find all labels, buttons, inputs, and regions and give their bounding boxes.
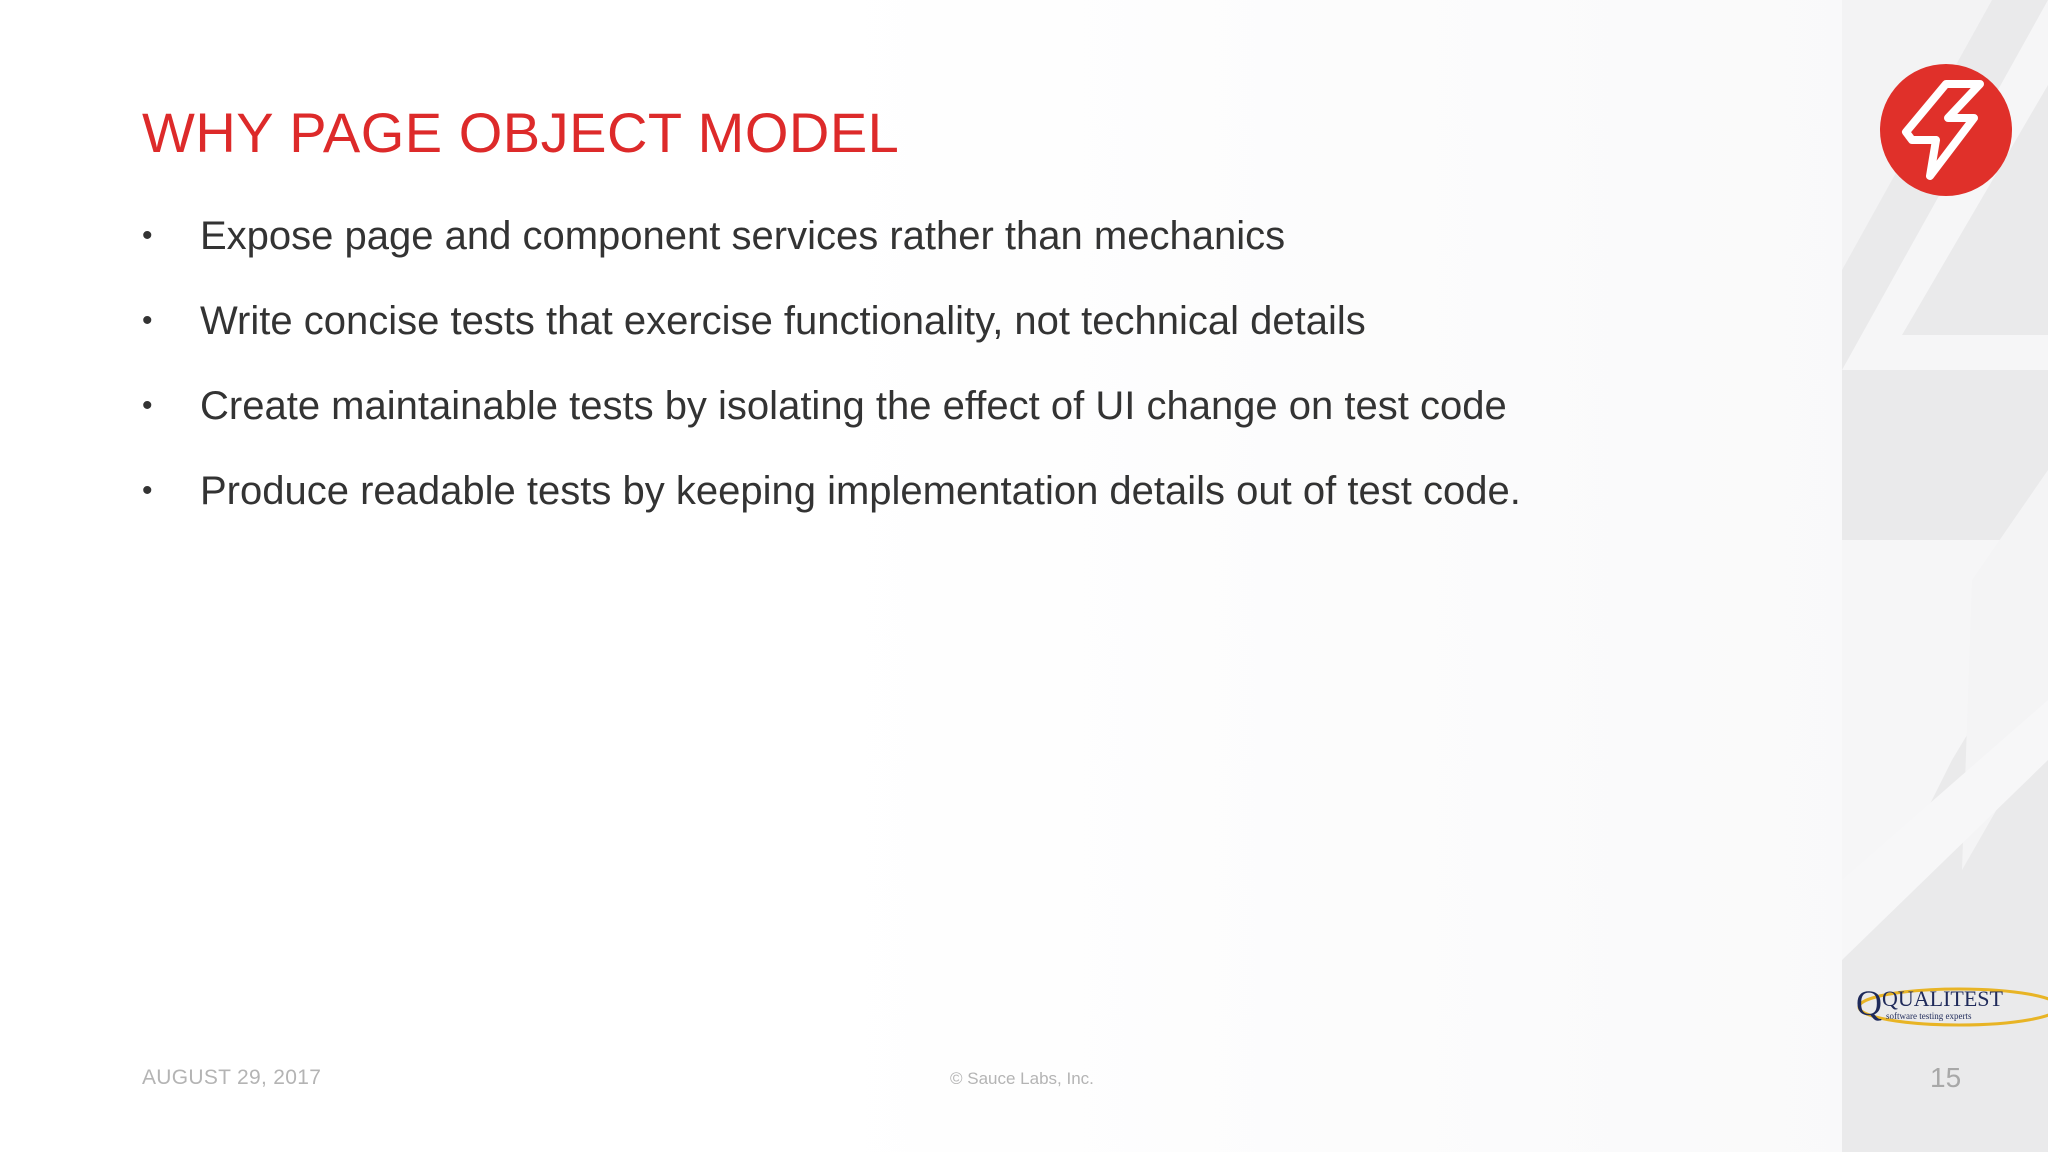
qualitest-wordmark: QUALITEST (1882, 986, 2003, 1011)
footer-date: AUGUST 29, 2017 (142, 1066, 322, 1089)
qualitest-tagline: software testing experts (1886, 1011, 1972, 1021)
bullet-text: Create maintainable tests by isolating the effect of UI change on test code (200, 384, 1507, 428)
footer-copyright: © Sauce Labs, Inc. (950, 1069, 1094, 1088)
page-number: 15 (1930, 1062, 1962, 1093)
svg-text:Q: Q (1856, 983, 1882, 1023)
bullet-dot: • (142, 474, 153, 507)
bullet-item (142, 208, 1521, 293)
bullet-list (142, 208, 1521, 548)
qualitest-logo (1854, 975, 2048, 1035)
sauce-labs-logo-icon (1876, 60, 2016, 200)
bullet-item (142, 378, 1521, 463)
bullet-text: Expose page and component services rather than mechanics (200, 214, 1286, 258)
bullet-dot: • (142, 219, 153, 252)
bullet-item (142, 293, 1521, 378)
bullet-dot: • (142, 304, 153, 337)
bullet-dot: • (142, 389, 153, 422)
bullet-text: Write concise tests that exercise functionality, not technical details (200, 299, 1366, 343)
slide-title: WHY PAGE OBJECT MODEL (142, 101, 900, 164)
bullet-item (142, 463, 1521, 548)
bullet-text: Produce readable tests by keeping implementation details out of test code. (200, 469, 1521, 513)
